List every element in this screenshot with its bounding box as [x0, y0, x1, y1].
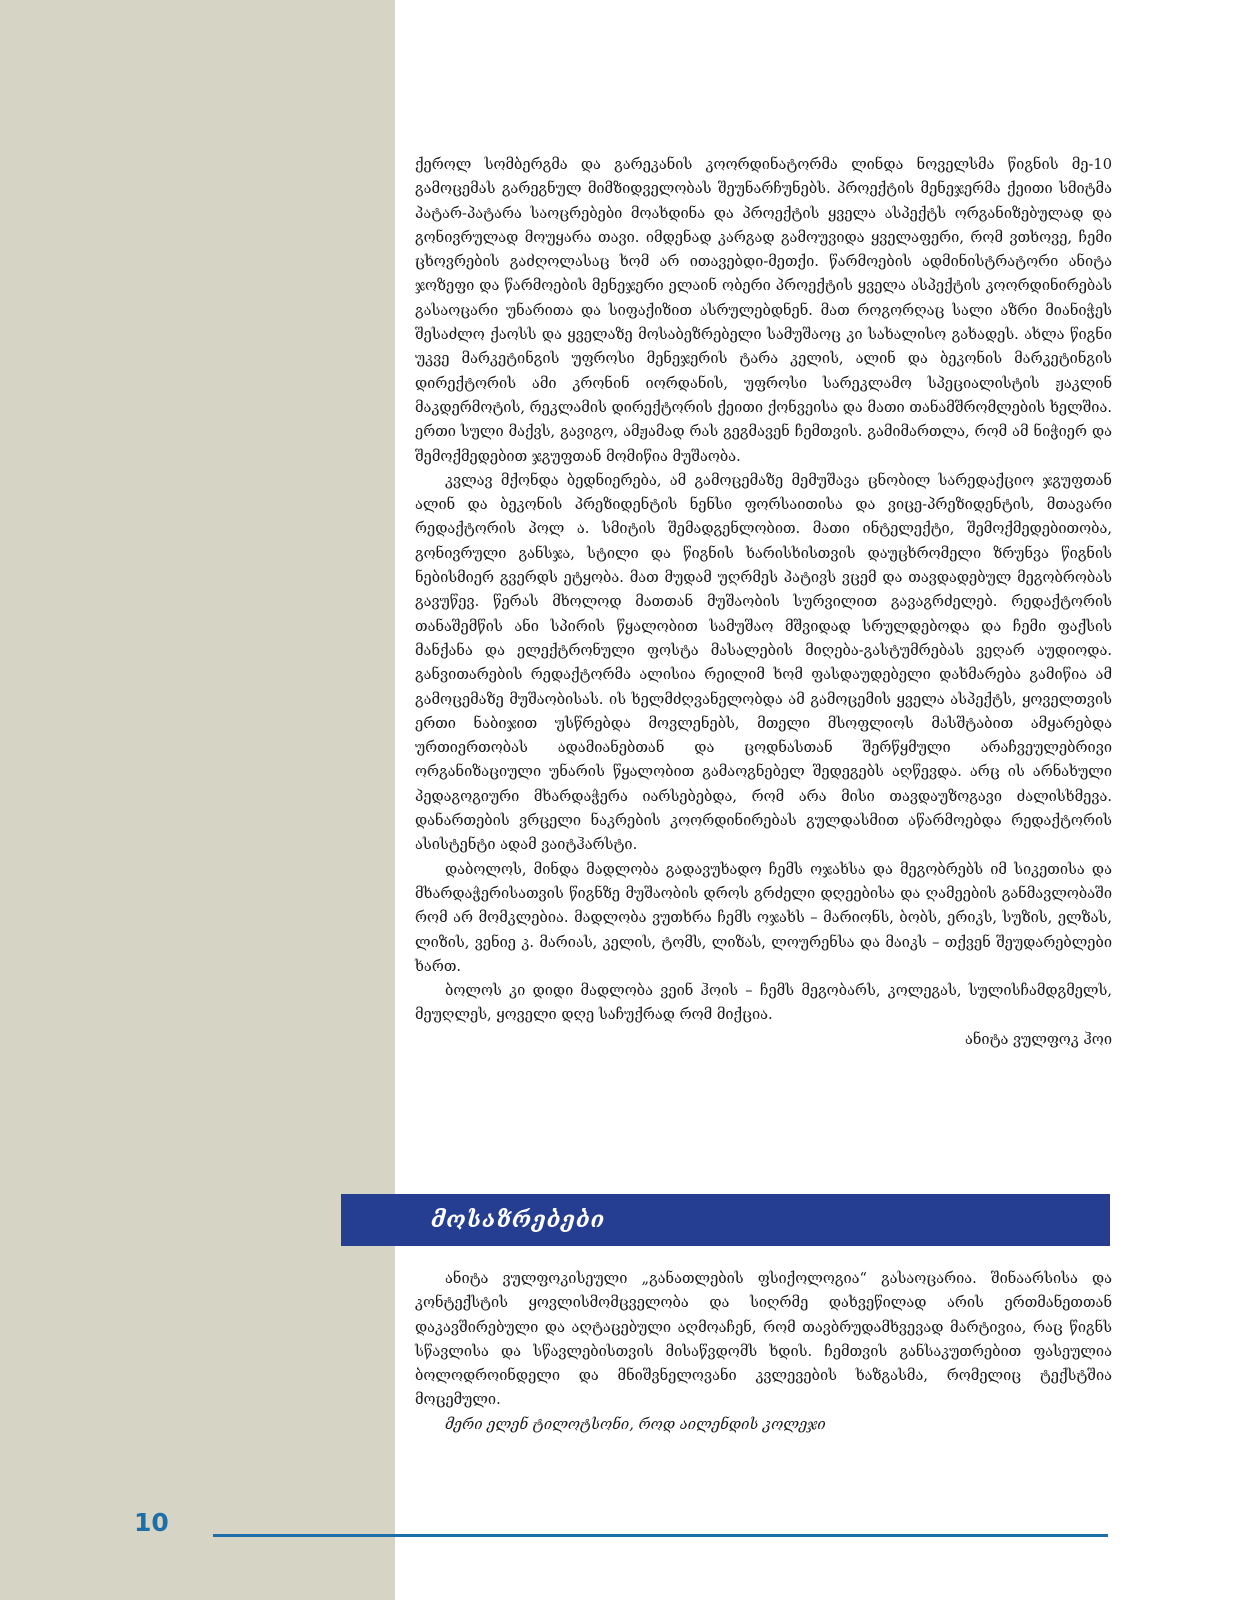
section-header-band	[341, 1194, 1110, 1246]
left-margin-band	[0, 0, 395, 1600]
review-paragraph: ანიტა ვულფოკისეული „განათლების ფსიქოლოგია“ გასაოცარია. შინაარსისა და კონტექსტის ყოვლისმომცველობა და სიღრმე დახვეწილად არის ერთმანეთთან დაკავშირებული და აღტაცებული აღმოაჩენ, რომ თავბრუდამხვევად მარტივია, რაც წიგნს სწავლისა და სწავლებისთვის მისაწვდომს ხდის. ჩემთვის განსაკუთრებით ფასეულია ბოლოდროინდელი და მნიშვნელოვანი კვლევების ხაზგასმა, რომელიც ტექსტშია მოცემული.	[415, 1270, 1112, 1409]
acknowledgments-paragraph: ბოლოს კი დიდი მადლობა ვეინ ჰოის – ჩემს მეგობარს, კოლეგას, სულისჩამდგმელს, მეუღლეს, ყოველი დღე საჩუქრად რომ მიქცია.	[415, 982, 1112, 1024]
review-attribution: მერი ელენ ტილოტსონი, როდ აილენდის კოლეჯი	[445, 1415, 826, 1433]
acknowledgments-paragraph: ქეროლ სომბერგმა და გარეკანის კოორდინატორმა ლინდა ნოველსმა წიგნის მე-10 გამოცემას გარეგნულ მიმზიდველობას შეუნარჩუნებს. პროექტის მენეჯერმა ქეითი სმიტმა პატარ-პატარა საოცრებები მოახდინა და პროექტის ყველა ასპექტს ორგანიზებულად და გონივრულად მოუყარა თავი. იმდენად კარგად გამოუვიდა ყველაფერი, რომ ვთხოვე, ჩემი ცხოვრების გაძღოლასაც ხომ არ ითავებდი-მეთქი. წარმოების ადმინისტრატორი ანიტა ჯოზეფი და წარმოების მენეჯერი ელაინ ობერი პროექტის ყველა ასპექტის კოორდინირებას გასაოცარი უნარითა და სიფაქიზით ასრულებდნენ. მათ როგორღაც სალი აზრი მიანიჭეს შესაძლო ქაოსს და ყველაზე მოსაბეზრებელი სამუშაოც კი სახალისო გახადეს. ახლა წიგნი უკვე მარკეტინგის უფროსი მენეჯერის ტარა კელის, ალინ და ბეკონის მარკეტინგის დირექტორის ამი კრონინ იორდანის, უფროსი სარეკლამო სპეციალისტის ჟაკლინ მაკდერმოტის, რეკლამის დირექტორის ქეითი ქონვეისა და მათი თანამშრომლების ხელშია. ერთი სული მაქვს, გავიგო, ამჟამად რას გეგმავენ ჩემთვის. გამიმართლა, რომ ამ ნიჭიერ და შემოქმედებით ჯგუფთან მომიწია მუშაობა.	[415, 156, 1112, 465]
acknowledgments-text	[415, 153, 1112, 1052]
author-signature: ანიტა ვულფოკ ჰოი	[964, 1030, 1112, 1048]
review-block	[415, 1267, 1112, 1437]
footer-rule	[213, 1534, 1108, 1537]
acknowledgments-paragraph: დაბოლოს, მინდა მადლობა გადავუხადო ჩემს ოჯახსა და მეგობრებს იმ სიკეთისა და მხარდაჭერისათვის წიგნზე მუშაობის დროს გრძელი დღეებისა და ღამეების განმავლობაში რომ არ მომკლებია. მადლობა ვუთხრა ჩემს ოჯახს – მარიონს, ბობს, ერიკს, სუზის, ელზას, ლიზის, ვენიე კ. მარიას, კელის, ტომს, ლიზას, ლოურენსა და მაიკს – თქვენ შეუდარებლები ხართ.	[415, 860, 1112, 975]
acknowledgments-paragraph: კვლავ მქონდა ბედნიერება, ამ გამოცემაზე მემუშავა ცნობილ სარედაქციო ჯგუფთან ალინ და ბეკონის პრეზიდენტის ნენსი ფორსაითისა და ვიცე-პრეზიდენტის, მთავარი რედაქტორის პოლ ა. სმიტის შემადგენლობით. მათი ინტელექტი, შემოქმედებითობა, გონივრული განსჯა, სტილი და წიგნის ხარისხისთვის დაუცხრომელი ზრუნვა წიგნის ნებისმიერ გვერდს ეტყობა. მათ მუდამ უღრმეს პატივს ვცემ და თავდადებულ მეგობრობას გავუწევ. წერას მხოლოდ მათთან მუშაობის სურვილით გავაგრძელებ. რედაქტორის თანაშემწის ანი სპირის წყალობით სამუშაო მშვიდად სრულდებოდა და ჩემი ფაქსის მანქანა და ელექტრონული ფოსტა მასალების მიღება-გასტუმრებას ვეღარ აუდიოდა. განვითარების რედაქტორმა ალისია რეილიმ ხომ ფასდაუდებელი დახმარება გამიწია ამ გამოცემაზე მუშაობისას. ის ხელმძღვანელობდა ამ გამოცემის ყველა ასპექტს, ყოველთვის ერთი ნაბიჯით უსწრებდა მოვლენებს, მთელი მსოფლიოს მასშტაბით ამყარებდა ურთიერთობას ადამიანებთან და ცოდნასთან შერწყმული არაჩვეულებრივი ორგანიზაციული უნარის წყალობით გამაოგნებელ შედეგებს აღწევდა. არც ის არნახული პედაგოგიური მხარდაჭერა იარსებებდა, რომ არა მისი თავდაუზოგავი ძალისხმევა. დანართების ვრცელი ნაკრების კოორდინირებას გულდასმით აწარმოებდა რედაქტორის ასისტენტი ადამ ვაიტჰარსტი.	[415, 471, 1112, 854]
page-number: 10	[134, 1508, 169, 1537]
section-title: მოსაზრებები	[431, 1207, 606, 1233]
